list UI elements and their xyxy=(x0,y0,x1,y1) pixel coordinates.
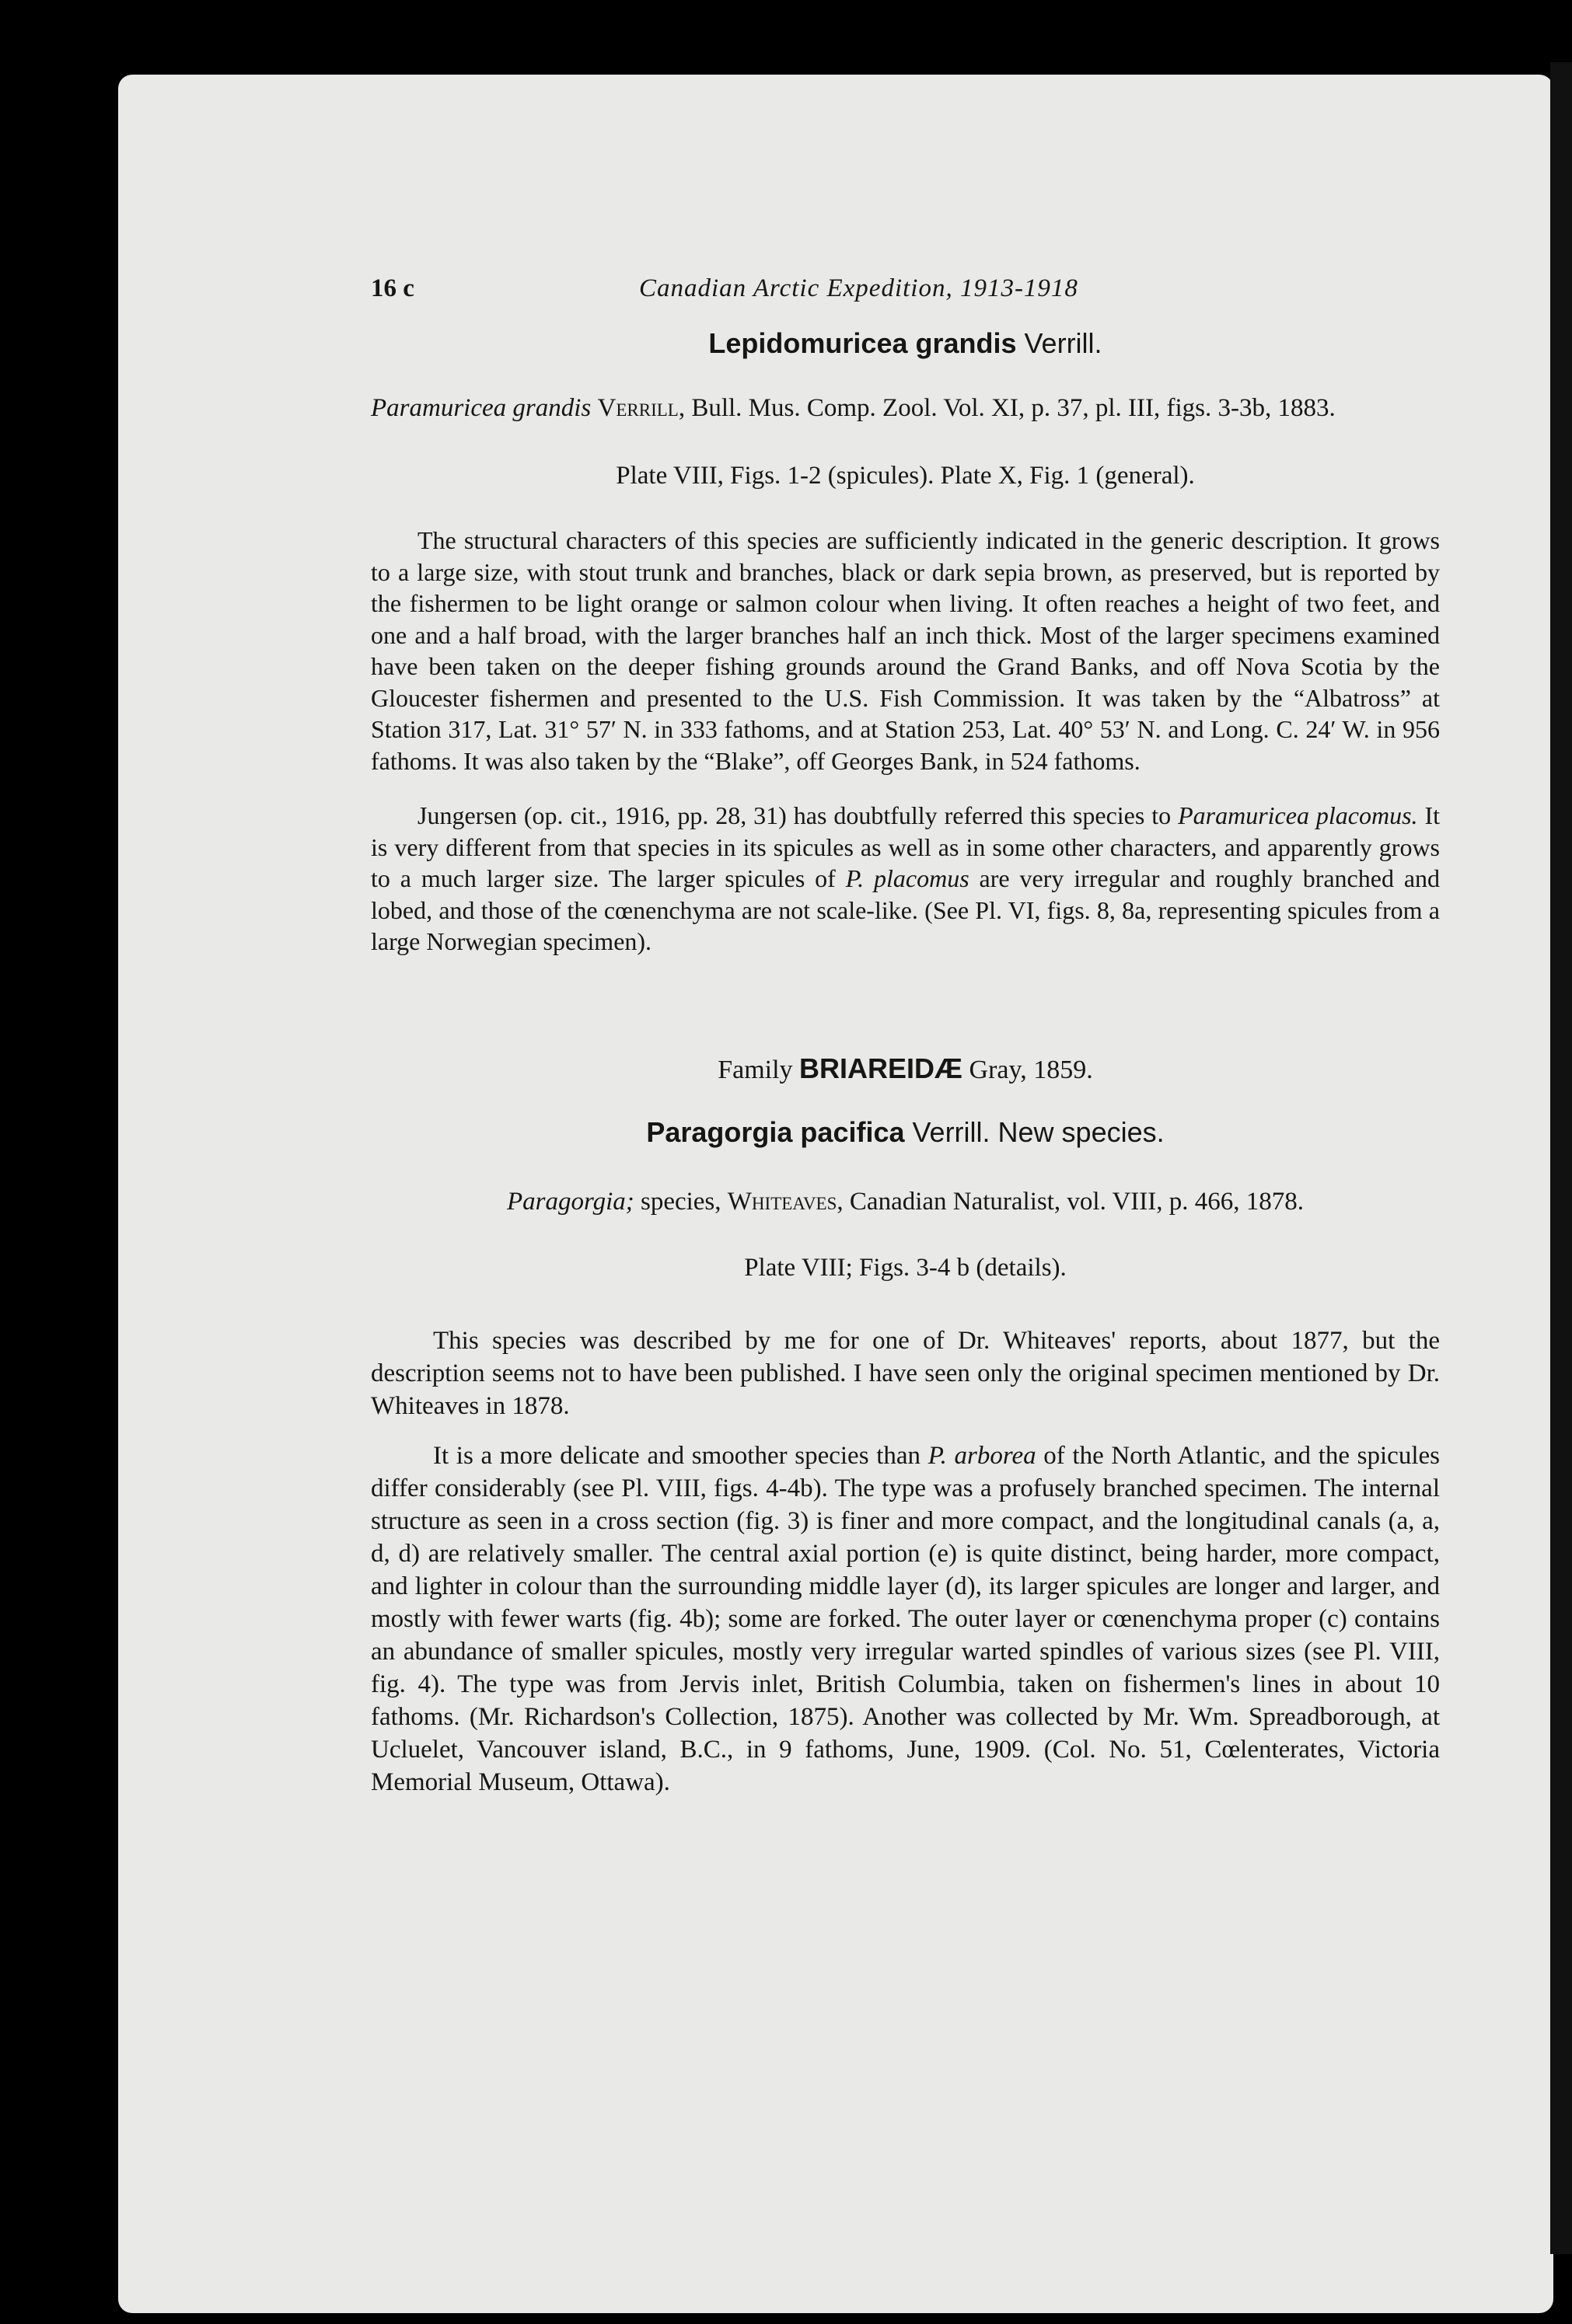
synonymy-author-1: Verrill, xyxy=(597,394,686,422)
species-heading-2 xyxy=(371,1116,1440,1149)
paragraph-description-2: This species was described by me for one of Dr. Whiteaves' reports, about 1877, but the description seems not to have been published. I have seen only the original specimen mentioned by Dr. Whiteaves in 1878. xyxy=(371,1326,1440,1420)
para-italic: P. arborea xyxy=(927,1441,1036,1470)
synonymy-mid-2: species, xyxy=(634,1187,728,1216)
species-name-1: Lepidomuricea grandis xyxy=(708,327,1017,359)
page-header xyxy=(371,265,1440,312)
plate-reference-2: Plate VIII; Figs. 3-4 b (details). xyxy=(744,1253,1067,1282)
para-text: are very irregular and roughly branched and lobed, and those of the cœnenchyma are not scale-like. (See Pl. VI, figs. 8, 8a, representing spicules from a large Norwegian specimen). xyxy=(371,864,1441,955)
synonymy-2 xyxy=(371,1186,1440,1218)
synonymy-ref-2: Canadian Naturalist, vol. VIII, p. 466, 1878. xyxy=(843,1187,1305,1216)
synonymy-name-2: Paragorgia; xyxy=(506,1187,634,1216)
family-author: Gray, 1859. xyxy=(969,1055,1093,1084)
para-text: of the North Atlantic, and the spicules differ considerably (see Pl. VIII, figs. 4-4b). The type was a profusely branched specimen. The internal structure as seen in a cross section (fig. 3) is finer and more compact, and the longitudinal canals (a, a, d, d) are relatively smaller. The central axial portion (e) is quite distinct, being harder, more compact, and lighter in colour than the surrounding middle layer (d), its larger spicules are longer and larger, and mostly with fewer warts (fig. 4b); some are forked. The outer layer or cœnenchyma proper (c) contains an abundance of smaller spicules, mostly very irregular warted spindles of various sizes (see Pl. VIII, fig. 4). The type was from Jervis inlet, British Columbia, taken on fishermen's lines in about 10 fathoms. (Mr. Richardson's Collection, 1875). Another was collected by Mr. Wm. Spreadborough, at Ucluelet, Vancouver island, B.C., in 9 fathoms, June, 1909. (Col. No. 51, Cœlenterates, Victoria Memorial Museum, Ottawa). xyxy=(371,1441,1440,1796)
species-author-1: Verrill. xyxy=(1024,327,1102,359)
synonymy-name-1: Paramuricea grandis xyxy=(371,394,592,422)
synonymy-ref-1: Bull. Mus. Comp. Zool. Vol. XI, p. 37, pl. III, figs. 3-3b, 1883. xyxy=(691,394,1336,422)
species-author-2: Verrill. New species. xyxy=(912,1115,1165,1148)
document-page xyxy=(118,75,1553,2313)
page-content xyxy=(371,265,1440,1799)
paragraph-comparison-2 xyxy=(371,1439,1440,1799)
species-name-2: Paragorgia pacifica xyxy=(646,1115,905,1148)
para-text: It is a more delicate and smoother species than xyxy=(433,1441,928,1470)
running-title: Canadian Arctic Expedition, 1913-1918 xyxy=(639,274,1078,302)
para-text: Jungersen (op. cit., 1916, pp. 28, 31) has doubtfully referred this species to xyxy=(417,801,1179,829)
paragraph-description-1: The structural characters of this species are sufficiently indicated in the generic description. It grows to a large size, with stout trunk and branches, black or dark sepia brown, as preserved, but is reported by the fishermen to be light orange or salmon colour when living. It often reaches a height of two feet, and one and a half broad, with the larger branches half an inch thick. Most of the larger specimens examined have been taken on the deeper fishing grounds around the Grand Banks, and off Nova Scotia by the Gloucester fishermen and presented to the U.S. Fish Commission. It was taken by the “Albatross” at Station 317, Lat. 31° 57′ N. in 333 fathoms, and at Station 253, Lat. 40° 53′ N. and Long. C. 24′ W. in 956 fathoms. It was also taken by the “Blake”, off Georges Bank, in 524 fathoms. xyxy=(371,526,1440,775)
synonymy-author-2: Whiteaves, xyxy=(727,1187,844,1216)
page-number: 16 c xyxy=(371,274,414,302)
para-italic: P. placomus xyxy=(845,864,969,892)
synonymy-1 xyxy=(371,393,1440,424)
plate-reference-1: Plate VIII, Figs. 1-2 (spicules). Plate X, Fig. 1 (general). xyxy=(616,462,1195,490)
family-name: BRIAREIDÆ xyxy=(799,1052,963,1084)
family-heading xyxy=(371,1052,1440,1085)
family-prefix: Family xyxy=(718,1055,793,1084)
paragraph-comparison-1 xyxy=(371,800,1440,958)
species-heading-1 xyxy=(371,327,1440,360)
para-italic: Paramuricea placomus. xyxy=(1178,801,1418,829)
para-text: It is very different from that species in its spicules as well as in some other characters, and apparently grows to a much larger size. The larger spicules of xyxy=(371,801,1441,892)
scan-edge-shadow xyxy=(1550,62,1572,2254)
